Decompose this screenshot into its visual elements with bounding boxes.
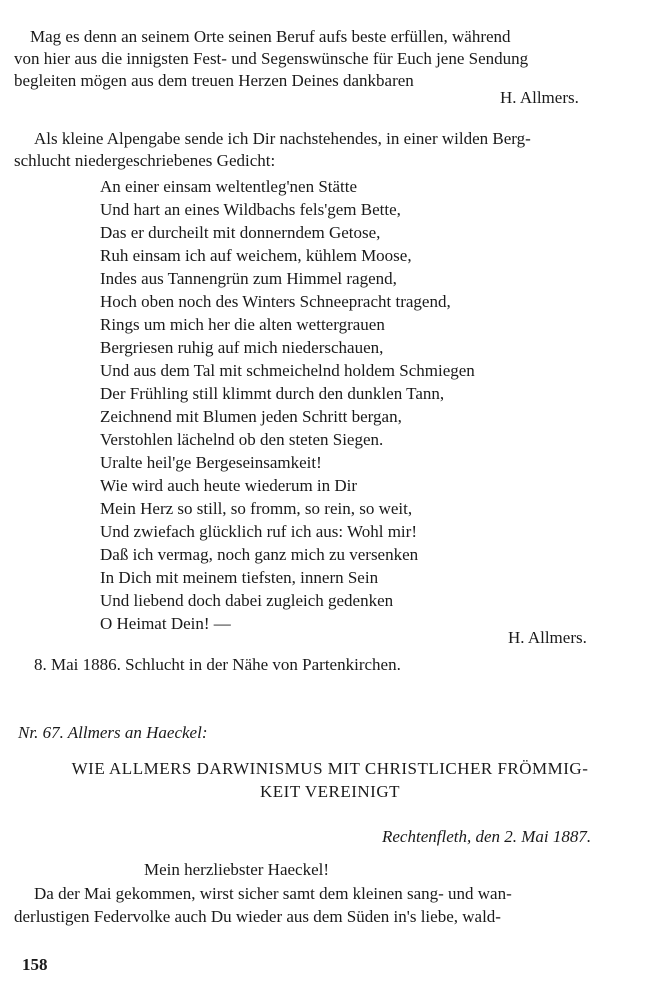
poem-line: Ruh einsam ich auf weichem, kühlem Moose, <box>100 246 412 265</box>
heading-line-2: KEIT VEREINIGT <box>260 782 400 801</box>
poem-line: Mein Herz so still, so fromm, so rein, so weit, <box>100 499 413 518</box>
paragraph-3-line-1: Da der Mai gekommen, wirst sicher samt dem kleinen sang- und wan- <box>34 884 512 903</box>
poem-line: Bergriesen ruhig auf mich niederschauen, <box>100 338 384 357</box>
poem-line: O Heimat Dein! — <box>100 614 231 633</box>
poem-line: Hoch oben noch des Winters Schneepracht tragend, <box>100 292 451 311</box>
poem-line: Und aus dem Tal mit schmeichelnd holdem Schmiegen <box>100 361 475 380</box>
place-date: Rechtenfleth, den 2. Mai 1887. <box>382 827 592 846</box>
poem-line: Uralte heil'ge Bergeseinsamkeit! <box>100 453 322 472</box>
heading-line-1: WIE ALLMERS DARWINISMUS MIT CHRISTLICHER FRÖMMIG- <box>71 759 589 778</box>
poem-line: In Dich mit meinem tiefsten, innern Sein <box>100 568 379 587</box>
signature-allmers-1: H. Allmers. <box>500 88 579 107</box>
poem-line: Der Frühling still klimmt durch den dunklen Tann, <box>100 384 445 403</box>
poem-line: Indes aus Tannengrün zum Himmel ragend, <box>100 269 397 288</box>
page-number: 158 <box>22 955 48 974</box>
paragraph-2-line-2: schlucht niedergeschriebenes Gedicht: <box>14 151 276 170</box>
paragraph-3-line-2: derlustigen Federvolke auch Du wieder aus dem Süden in's liebe, wald- <box>14 907 501 926</box>
letter-header: Nr. 67. Allmers an Haeckel: <box>18 723 208 742</box>
poem-line: Und zwiefach glücklich ruf ich aus: Wohl mir! <box>100 522 417 541</box>
poem-line: Das er durcheilt mit donnerndem Getose, <box>100 223 381 242</box>
paragraph-1-line-3: begleiten mögen aus dem treuen Herzen Deines dankbaren <box>14 71 414 90</box>
paragraph-1-line-2: von hier aus die innigsten Fest- und Segenswünsche für Euch jene Sendung <box>14 49 529 68</box>
poem-line: Rings um mich her die alten wettergrauen <box>100 315 385 334</box>
poem-line: Verstohlen lächelnd ob den steten Siegen. <box>100 430 384 449</box>
signature-allmers-2: H. Allmers. <box>508 628 587 647</box>
poem-line: Und liebend doch dabei zugleich gedenken <box>100 591 394 610</box>
poem-line: Wie wird auch heute wiederum in Dir <box>100 476 358 495</box>
salutation: Mein herzliebster Haeckel! <box>144 860 330 879</box>
dateline: 8. Mai 1886. Schlucht in der Nähe von Partenkirchen. <box>34 655 401 674</box>
poem-line: An einer einsam weltentleg'nen Stätte <box>100 177 358 196</box>
poem-line: Daß ich vermag, noch ganz mich zu versenken <box>100 545 419 564</box>
poem-line: Zeichnend mit Blumen jeden Schritt bergan, <box>100 407 402 426</box>
paragraph-1-line-1: Mag es denn an seinem Orte seinen Beruf aufs beste erfüllen, während <box>30 27 511 46</box>
poem-line: Und hart an eines Wildbachs fels'gem Bette, <box>100 200 401 219</box>
paragraph-2-line-1: Als kleine Alpengabe sende ich Dir nachstehendes, in einer wilden Berg- <box>34 129 531 148</box>
